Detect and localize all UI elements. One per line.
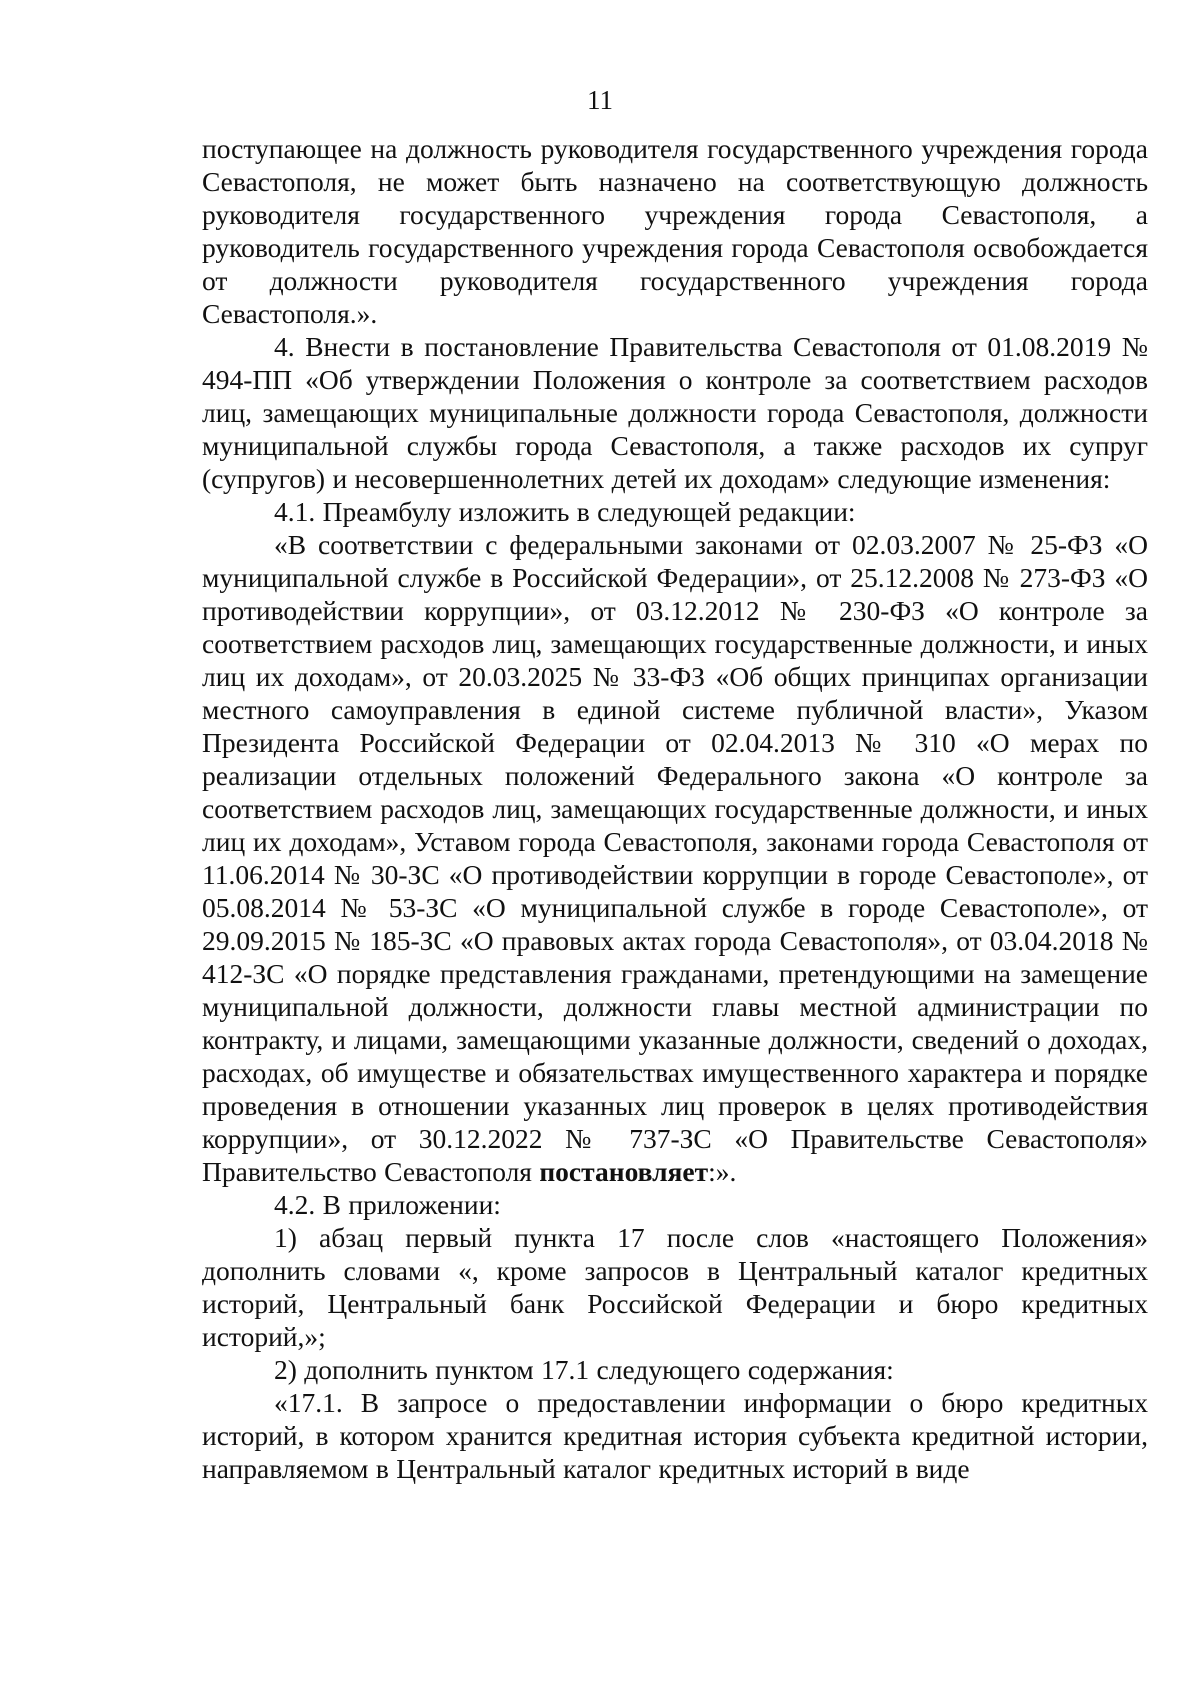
preamble-end: :». (708, 1156, 737, 1187)
paragraph-item-4-2: 4.2. В приложении: (274, 1189, 501, 1220)
paragraph-continuation: поступающее на должность руководителя государственного учреждения города Севастополя, не может быть назначено на соответствующую должность руководителя государственного учреждения города Севастополя, а руководитель государственного учреждения города Севастополя освобождается от должности руководителя государственного учреждения города Севастополя.». (202, 133, 1148, 329)
paragraph-subitem-2: 2) дополнить пунктом 17.1 следующего содержания: (274, 1354, 894, 1385)
document-body (202, 132, 1148, 1485)
paragraph-subitem-1: 1) абзац первый пункта 17 после слов «настоящего Положения» дополнить словами «, кроме запросов в Центральный каталог кредитных историй, Центральный банк Российской Федерации и бюро кредитных историй,»; (202, 1222, 1148, 1352)
paragraph-item-17-1: «17.1. В запросе о предоставлении информации о бюро кредитных историй, в котором хранится кредитная история субъекта кредитной истории, направляемом в Центральный каталог кредитных историй в виде (202, 1387, 1148, 1484)
paragraph-item-4-1: 4.1. Преамбулу изложить в следующей редакции: (274, 496, 856, 527)
paragraph-item-4: 4. Внести в постановление Правительства Севастополя от 01.08.2019 № 494-ПП «Об утверждении Положения о контроле за соответствием расходов лиц, замещающих муниципальные должности города Севастополя, должности муниципальной службы города Севастополя, а также расходов их супруг (супругов) и несовершеннолетних детей их доходам» следующие изменения: (202, 331, 1148, 494)
page-number: 11 (587, 85, 613, 115)
preamble-bold-word: постановляет (539, 1156, 709, 1187)
preamble-text: «В соответствии с федеральными законами от 02.03.2007 № 25-ФЗ «О муниципальной службе в Российской Федерации», от 25.12.2008 № 273-ФЗ «О противодействии коррупции», от 03.12.2012 № 230-ФЗ «О контроле за соответствием расходов лиц, замещающих государственные должности, и иных лиц их доходам», от 20.03.2025 № 33-ФЗ «Об общих принципах организации местного самоуправления в единой системе публичной власти», Указом Президента Российской Федерации от 02.04.2013 № 310 «О мерах по реализации отдельных положений Федерального закона «О контроле за соответствием расходов лиц, замещающих государственные должности, и иных лиц их доходам», Уставом города Севастополя, законами города Севастополя от 11.06.2014 № 30-ЗС «О противодействии коррупции в городе Севастополе», от 05.08.2014 № 53-ЗС «О муниципальной службе в городе Севастополе», от 29.09.2015 № 185-ЗС «О правовых актах города Севастополя», от 03.04.2018 № 412-ЗС «О порядке представления гражданами, претендующими на замещение муниципальной должности, должности главы местной администрации по контракту, и лицами, замещающими указанные должности, сведений о доходах, расходах, об имуществе и обязательствах имущественного характера и порядке проведения в отношении указанных лиц проверок в целях противодействия коррупции», от 30.12.2022 № 737-ЗС «О Правительстве Севастополя» Правительство Севастополя (202, 529, 1148, 1187)
paragraph-preamble (202, 528, 1148, 1188)
